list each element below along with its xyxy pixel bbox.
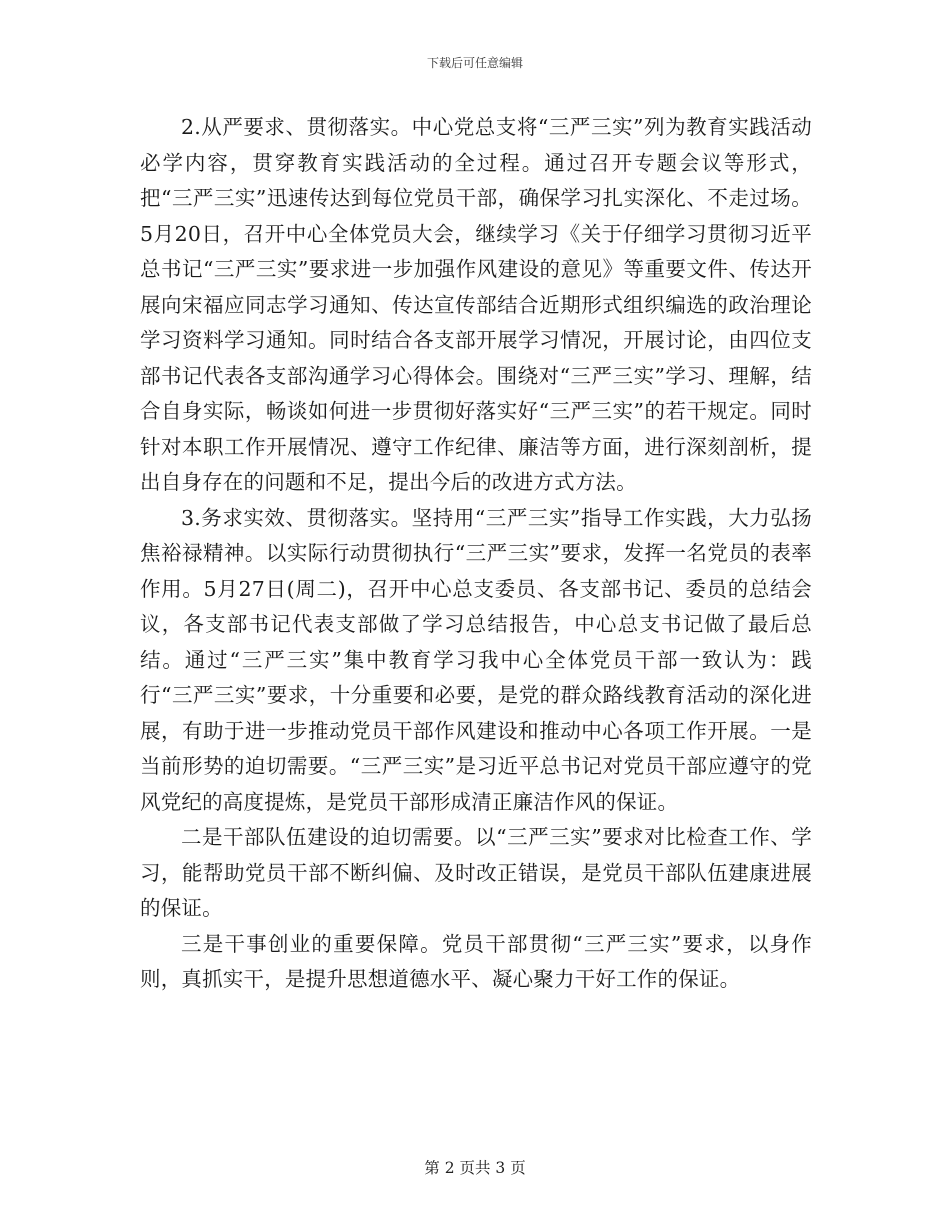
page-header: 下载后可任意编辑 — [426, 56, 523, 70]
paragraph-strict-requirements: 2.从严要求、贯彻落实。中心党总支将“三严三实”列为教育实践活动必学内容，贯穿教育实践活动的全过程。通过召开专题会议等形式，把“三严三实”迅速传达到每位党员干部，确保学习扎实深化、不走过场。5月20日，召开中心全体党员大会，继续学习《关于仔细学习贯彻习近平总书记“三严三实”要求进一步加强作风建设的意见》等重要文件、传达开展向宋福应同志学习通知、传达宣传部结合近期形式组织编选的政治理论学习资料学习通知。同时结合各支部开展学习情况，开展讨论，由四位支部书记代表各支部沟通学习心得体会。围绕对“三严三实”学习、理解，结合自身实际，畅谈如何进一步贯彻好落实好“三严三实”的若干规定。同时针对本职工作开展情况、遵守工作纪律、廉洁等方面，进行深刻剖析，提出自身存在的问题和不足，提出今后的改进方式方法。 — [140, 115, 812, 494]
paragraph-cadre-building: 二是干部队伍建设的迫切需要。以“三严三实”要求对比检查工作、学习，能帮助党员干部不断纠偏、及时改正错误，是党员干部队伍建康进展的保证。 — [140, 825, 812, 920]
page-number: 第 2 页共 3 页 — [424, 1159, 526, 1177]
paragraph-seek-results: 3.务求实效、贯彻落实。坚持用“三严三实”指导工作实践，大力弘扬焦裕禄精神。以实际行动贯彻执行“三严三实”要求，发挥一名党员的表率作用。5月27日(周二)，召开中心总支委员、各支部书记、委员的总结会议，各支部书记代表支部做了学习总结报告，中心总支书记做了最后总结。通过“三严三实”集中教育学习我中心全体党员干部一致认为：践行“三严三实”要求，十分重要和必要，是党的群众路线教育活动的深化进展，有助于进一步推动党员干部作风建设和推动中心各项工作开展。一是当前形势的迫切需要。“三严三实”是习近平总书记对党员干部应遵守的党风党纪的高度提炼，是党员干部形成清正廉洁作风的保证。 — [140, 505, 812, 814]
paragraph-career-guarantee: 三是干事创业的重要保障。党员干部贯彻“三严三实”要求，以身作则，真抓实干，是提升思想道德水平、凝心聚力干好工作的保证。 — [140, 931, 812, 991]
document-body — [140, 110, 812, 998]
